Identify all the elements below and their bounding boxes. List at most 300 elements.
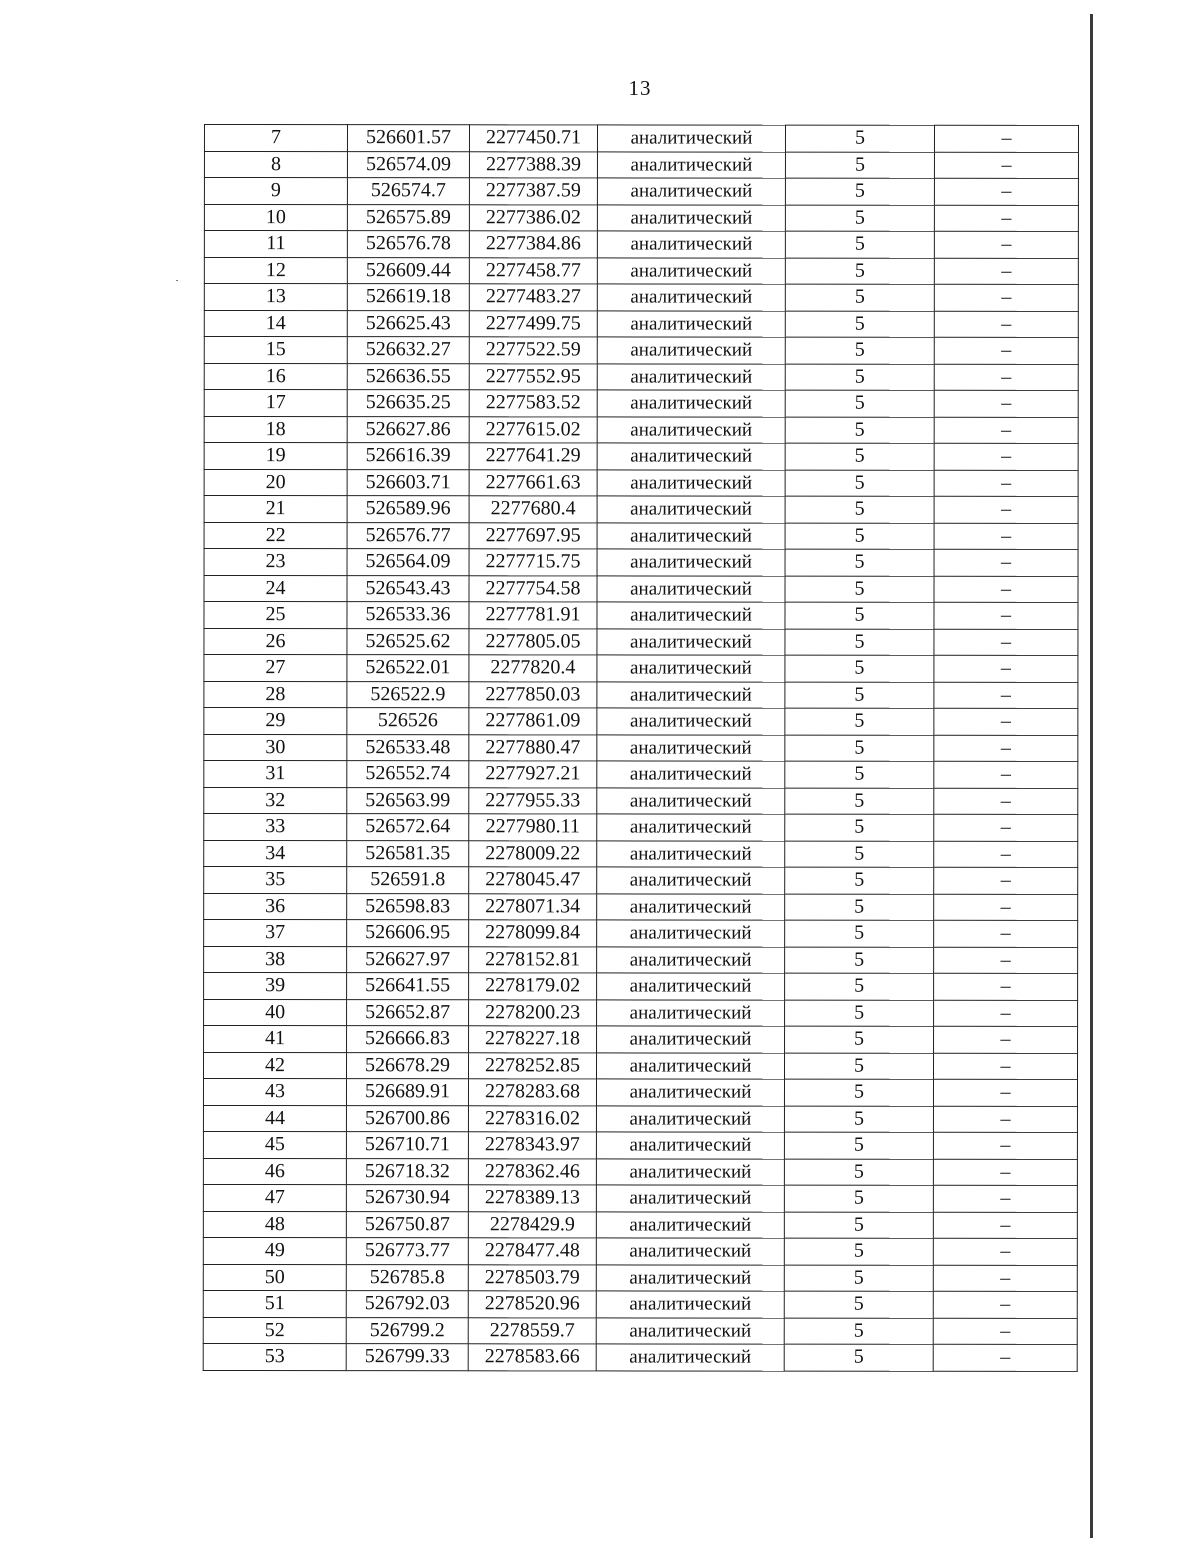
point-number-cell: 44: [203, 1105, 346, 1132]
accuracy-cell: 5: [785, 682, 934, 709]
note-cell: –: [934, 152, 1078, 179]
y-coordinate-cell: 2278099.84: [469, 920, 597, 947]
accuracy-cell: 5: [785, 1000, 934, 1027]
point-number-cell: 29: [204, 708, 347, 735]
note-cell: –: [934, 708, 1078, 735]
table-row: [204, 416, 1078, 443]
note-cell: –: [934, 920, 1078, 947]
determination-method-cell: аналитический: [596, 1079, 784, 1106]
y-coordinate-cell: 2277483.27: [469, 284, 597, 311]
accuracy-cell: 5: [785, 549, 934, 576]
x-coordinate-cell: 526574.7: [347, 178, 469, 205]
point-number-cell: 8: [204, 151, 347, 178]
table-row: [204, 363, 1078, 390]
x-coordinate-cell: 526576.78: [347, 231, 469, 258]
point-number-cell: 28: [204, 681, 347, 708]
accuracy-cell: 5: [785, 337, 934, 364]
y-coordinate-cell: 2278520.96: [468, 1291, 596, 1318]
note-cell: –: [934, 417, 1078, 444]
note-cell: –: [934, 682, 1078, 709]
y-coordinate-cell: 2277458.77: [469, 257, 597, 284]
determination-method-cell: аналитический: [597, 151, 785, 178]
x-coordinate-cell: 526522.9: [347, 681, 469, 708]
table-row: [203, 1132, 1077, 1159]
determination-method-cell: аналитический: [596, 1317, 784, 1344]
point-number-cell: 24: [204, 575, 347, 602]
determination-method-cell: аналитический: [597, 920, 785, 947]
accuracy-cell: 5: [784, 1079, 933, 1106]
x-coordinate-cell: 526773.77: [346, 1238, 468, 1265]
x-coordinate-cell: 526563.99: [347, 787, 469, 814]
accuracy-cell: 5: [785, 602, 934, 629]
accuracy-cell: 5: [785, 1026, 934, 1053]
note-cell: –: [934, 761, 1078, 788]
table-row: [203, 1158, 1077, 1185]
y-coordinate-cell: 2278389.13: [468, 1185, 596, 1212]
x-coordinate-cell: 526533.36: [347, 602, 469, 629]
note-cell: –: [934, 470, 1078, 497]
table-row: [204, 655, 1078, 682]
determination-method-cell: аналитический: [597, 125, 785, 152]
table-row: [204, 575, 1078, 602]
point-number-cell: 26: [204, 628, 347, 655]
y-coordinate-cell: 2277955.33: [469, 787, 597, 814]
y-coordinate-cell: 2278152.81: [469, 946, 597, 973]
y-coordinate-cell: 2277583.52: [469, 390, 597, 417]
point-number-cell: 38: [204, 946, 347, 973]
determination-method-cell: аналитический: [597, 973, 785, 1000]
y-coordinate-cell: 2278283.68: [468, 1079, 596, 1106]
y-coordinate-cell: 2278343.97: [468, 1132, 596, 1159]
note-cell: –: [933, 1159, 1077, 1186]
note-cell: –: [934, 443, 1078, 470]
point-number-cell: 7: [204, 125, 347, 152]
accuracy-cell: 5: [785, 788, 934, 815]
y-coordinate-cell: 2278071.34: [469, 893, 597, 920]
x-coordinate-cell: 526799.33: [346, 1344, 468, 1371]
point-number-cell: 34: [204, 840, 347, 867]
note-cell: –: [934, 629, 1078, 656]
point-number-cell: 15: [204, 337, 347, 364]
y-coordinate-cell: 2277661.63: [469, 469, 597, 496]
x-coordinate-cell: 526609.44: [347, 257, 469, 284]
determination-method-cell: аналитический: [597, 867, 785, 894]
point-number-cell: 33: [204, 814, 347, 841]
x-coordinate-cell: 526627.97: [347, 946, 469, 973]
y-coordinate-cell: 2277522.59: [469, 337, 597, 364]
accuracy-cell: 5: [785, 178, 934, 205]
note-cell: –: [934, 894, 1078, 921]
x-coordinate-cell: 526552.74: [347, 761, 469, 788]
determination-method-cell: аналитический: [597, 231, 785, 258]
x-coordinate-cell: 526785.8: [346, 1264, 468, 1291]
point-number-cell: 39: [204, 973, 347, 1000]
determination-method-cell: аналитический: [597, 284, 785, 311]
y-coordinate-cell: 2277820.4: [469, 655, 597, 682]
note-cell: –: [934, 284, 1078, 311]
x-coordinate-cell: 526526: [347, 708, 469, 735]
note-cell: –: [934, 1000, 1078, 1027]
accuracy-cell: 5: [784, 1344, 933, 1371]
point-number-cell: 48: [203, 1211, 346, 1238]
y-coordinate-cell: 2278045.47: [469, 867, 597, 894]
determination-method-cell: аналитический: [597, 496, 785, 523]
point-number-cell: 47: [203, 1185, 346, 1212]
accuracy-cell: 5: [785, 125, 934, 152]
determination-method-cell: аналитический: [597, 443, 785, 470]
x-coordinate-cell: 526574.09: [347, 151, 469, 178]
note-cell: –: [934, 496, 1078, 523]
x-coordinate-cell: 526581.35: [347, 840, 469, 867]
table-row: [204, 602, 1078, 629]
y-coordinate-cell: 2277980.11: [469, 814, 597, 841]
point-number-cell: 42: [204, 1052, 347, 1079]
x-coordinate-cell: 526750.87: [346, 1211, 468, 1238]
point-number-cell: 13: [204, 284, 347, 311]
y-coordinate-cell: 2277715.75: [469, 549, 597, 576]
table-row: [204, 390, 1078, 417]
x-coordinate-cell: 526616.39: [347, 443, 469, 470]
y-coordinate-cell: 2277386.02: [469, 204, 597, 231]
note-cell: –: [934, 947, 1078, 974]
determination-method-cell: аналитический: [596, 1344, 784, 1371]
y-coordinate-cell: 2277384.86: [469, 231, 597, 258]
x-coordinate-cell: 526533.48: [347, 734, 469, 761]
point-number-cell: 9: [204, 178, 347, 205]
table-row: [204, 443, 1078, 470]
point-number-cell: 43: [203, 1079, 346, 1106]
y-coordinate-cell: 2277861.09: [469, 708, 597, 735]
y-coordinate-cell: 2277754.58: [469, 575, 597, 602]
note-cell: –: [933, 1185, 1077, 1212]
table-row: [203, 1079, 1077, 1106]
point-number-cell: 16: [204, 363, 347, 390]
x-coordinate-cell: 526652.87: [347, 999, 469, 1026]
determination-method-cell: аналитический: [596, 1211, 784, 1238]
y-coordinate-cell: 2277615.02: [469, 416, 597, 443]
accuracy-cell: 5: [785, 523, 934, 550]
note-cell: –: [934, 602, 1078, 629]
y-coordinate-cell: 2278200.23: [469, 999, 597, 1026]
table-row: [204, 787, 1078, 814]
accuracy-cell: 5: [785, 1053, 934, 1080]
point-number-cell: 22: [204, 522, 347, 549]
accuracy-cell: 5: [785, 205, 934, 232]
note-cell: –: [934, 1026, 1078, 1053]
table-row: [204, 337, 1078, 364]
accuracy-cell: 5: [785, 390, 934, 417]
table-row: [204, 469, 1078, 496]
accuracy-cell: 5: [785, 761, 934, 788]
determination-method-cell: аналитический: [597, 893, 785, 920]
y-coordinate-cell: 2278316.02: [468, 1105, 596, 1132]
point-number-cell: 35: [204, 867, 347, 894]
table-row: [204, 496, 1078, 523]
table-row: [204, 761, 1078, 788]
point-number-cell: 30: [204, 734, 347, 761]
coordinates-table-body: [203, 125, 1078, 1371]
x-coordinate-cell: 526636.55: [347, 363, 469, 390]
y-coordinate-cell: 2277850.03: [469, 681, 597, 708]
table-row: [204, 151, 1078, 178]
determination-method-cell: аналитический: [596, 1105, 784, 1132]
note-cell: –: [934, 231, 1078, 258]
y-coordinate-cell: 2278227.18: [469, 1026, 597, 1053]
point-number-cell: 19: [204, 443, 347, 470]
table-row: [204, 231, 1078, 258]
table-row: [204, 549, 1078, 576]
y-coordinate-cell: 2278009.22: [469, 840, 597, 867]
note-cell: –: [934, 258, 1078, 285]
y-coordinate-cell: 2277697.95: [469, 522, 597, 549]
note-cell: –: [934, 735, 1078, 762]
accuracy-cell: 5: [785, 735, 934, 762]
determination-method-cell: аналитический: [597, 1052, 785, 1079]
determination-method-cell: аналитический: [597, 416, 785, 443]
table-row: [204, 681, 1078, 708]
coordinates-table: [203, 124, 1079, 1371]
note-cell: –: [934, 523, 1078, 550]
determination-method-cell: аналитический: [597, 469, 785, 496]
note-cell: –: [934, 311, 1078, 338]
point-number-cell: 37: [204, 920, 347, 947]
accuracy-cell: 5: [785, 284, 934, 311]
x-coordinate-cell: 526718.32: [346, 1158, 468, 1185]
table-row: [204, 257, 1078, 284]
x-coordinate-cell: 526700.86: [346, 1105, 468, 1132]
table-row: [203, 1237, 1077, 1264]
x-coordinate-cell: 526678.29: [347, 1052, 469, 1079]
x-coordinate-cell: 526710.71: [346, 1132, 468, 1159]
page-number: 13: [628, 76, 652, 100]
note-cell: –: [933, 1132, 1077, 1159]
y-coordinate-cell: 2277880.47: [469, 734, 597, 761]
determination-method-cell: аналитический: [597, 178, 785, 205]
accuracy-cell: 5: [785, 629, 934, 656]
determination-method-cell: аналитический: [597, 310, 785, 337]
x-coordinate-cell: 526666.83: [347, 1026, 469, 1053]
y-coordinate-cell: 2278503.79: [468, 1264, 596, 1291]
determination-method-cell: аналитический: [597, 734, 785, 761]
determination-method-cell: аналитический: [597, 946, 785, 973]
table-row: [203, 1211, 1077, 1238]
determination-method-cell: аналитический: [596, 1238, 784, 1265]
accuracy-cell: 5: [784, 1212, 933, 1239]
note-cell: –: [933, 1344, 1077, 1371]
accuracy-cell: 5: [785, 470, 934, 497]
accuracy-cell: 5: [785, 443, 934, 470]
table-row: [203, 1343, 1077, 1370]
point-number-cell: 20: [204, 469, 347, 496]
table-row: [204, 284, 1078, 311]
accuracy-cell: 5: [784, 1106, 933, 1133]
accuracy-cell: 5: [785, 894, 934, 921]
x-coordinate-cell: 526575.89: [347, 204, 469, 231]
y-coordinate-cell: 2277450.71: [469, 125, 597, 152]
note-cell: –: [934, 973, 1078, 1000]
point-number-cell: 25: [204, 602, 347, 629]
determination-method-cell: аналитический: [597, 363, 785, 390]
y-coordinate-cell: 2278583.66: [468, 1344, 596, 1371]
accuracy-cell: 5: [785, 576, 934, 603]
table-row: [203, 1105, 1077, 1132]
y-coordinate-cell: 2277388.39: [469, 151, 597, 178]
table-row: [204, 946, 1078, 973]
accuracy-cell: 5: [784, 1185, 933, 1212]
note-cell: –: [934, 337, 1078, 364]
determination-method-cell: аналитический: [597, 602, 785, 629]
point-number-cell: 52: [203, 1317, 346, 1344]
accuracy-cell: 5: [785, 417, 934, 444]
determination-method-cell: аналитический: [596, 1158, 784, 1185]
note-cell: –: [934, 205, 1078, 232]
y-coordinate-cell: 2277552.95: [469, 363, 597, 390]
page-edge-line: [1090, 14, 1093, 1538]
point-number-cell: 23: [204, 549, 347, 576]
x-coordinate-cell: 526606.95: [347, 920, 469, 947]
note-cell: –: [934, 364, 1078, 391]
x-coordinate-cell: 526799.2: [346, 1317, 468, 1344]
point-number-cell: 50: [203, 1264, 346, 1291]
x-coordinate-cell: 526543.43: [347, 575, 469, 602]
x-coordinate-cell: 526576.77: [347, 522, 469, 549]
x-coordinate-cell: 526525.62: [347, 628, 469, 655]
accuracy-cell: 5: [785, 814, 934, 841]
note-cell: –: [934, 867, 1078, 894]
x-coordinate-cell: 526730.94: [346, 1185, 468, 1212]
table-row: [204, 708, 1078, 735]
determination-method-cell: аналитический: [596, 1185, 784, 1212]
y-coordinate-cell: 2278559.7: [468, 1317, 596, 1344]
x-coordinate-cell: 526625.43: [347, 310, 469, 337]
y-coordinate-cell: 2277499.75: [469, 310, 597, 337]
y-coordinate-cell: 2278429.9: [468, 1211, 596, 1238]
determination-method-cell: аналитический: [597, 575, 785, 602]
point-number-cell: 31: [204, 761, 347, 788]
note-cell: –: [933, 1106, 1077, 1133]
y-coordinate-cell: 2277680.4: [469, 496, 597, 523]
point-number-cell: 32: [204, 787, 347, 814]
determination-method-cell: аналитический: [597, 1026, 785, 1053]
determination-method-cell: аналитический: [597, 999, 785, 1026]
determination-method-cell: аналитический: [597, 390, 785, 417]
x-coordinate-cell: 526635.25: [347, 390, 469, 417]
note-cell: –: [933, 1079, 1077, 1106]
determination-method-cell: аналитический: [597, 655, 785, 682]
table-row: [204, 178, 1078, 205]
y-coordinate-cell: 2278477.48: [468, 1238, 596, 1265]
note-cell: –: [934, 788, 1078, 815]
x-coordinate-cell: 526619.18: [347, 284, 469, 311]
note-cell: –: [933, 1212, 1077, 1239]
accuracy-cell: 5: [785, 311, 934, 338]
accuracy-cell: 5: [785, 364, 934, 391]
table-row: [204, 893, 1078, 920]
y-coordinate-cell: 2278252.85: [469, 1052, 597, 1079]
table-row: [204, 628, 1078, 655]
point-number-cell: 40: [204, 999, 347, 1026]
accuracy-cell: 5: [785, 258, 934, 285]
determination-method-cell: аналитический: [597, 761, 785, 788]
table-row: [204, 999, 1078, 1026]
table-row: [203, 1264, 1077, 1291]
point-number-cell: 49: [203, 1237, 346, 1264]
note-cell: –: [934, 178, 1078, 205]
point-number-cell: 27: [204, 655, 347, 682]
accuracy-cell: 5: [785, 708, 934, 735]
note-cell: –: [933, 1318, 1077, 1345]
table-row: [204, 1026, 1078, 1053]
y-coordinate-cell: 2277641.29: [469, 443, 597, 470]
determination-method-cell: аналитический: [597, 814, 785, 841]
accuracy-cell: 5: [785, 231, 934, 258]
point-number-cell: 14: [204, 310, 347, 337]
note-cell: –: [934, 549, 1078, 576]
accuracy-cell: 5: [785, 947, 934, 974]
accuracy-cell: 5: [784, 1132, 933, 1159]
table-row: [203, 1317, 1077, 1344]
accuracy-cell: 5: [785, 496, 934, 523]
point-number-cell: 10: [204, 204, 347, 231]
table-row: [204, 840, 1078, 867]
y-coordinate-cell: 2277781.91: [469, 602, 597, 629]
table-row: [203, 1290, 1077, 1317]
table-row: [204, 1052, 1078, 1079]
table-row: [203, 1185, 1077, 1212]
determination-method-cell: аналитический: [597, 204, 785, 231]
x-coordinate-cell: 526792.03: [346, 1291, 468, 1318]
note-cell: –: [933, 1291, 1077, 1318]
accuracy-cell: 5: [784, 1318, 933, 1345]
accuracy-cell: 5: [784, 1291, 933, 1318]
table-row: [204, 204, 1078, 231]
determination-method-cell: аналитический: [596, 1132, 784, 1159]
note-cell: –: [934, 576, 1078, 603]
point-number-cell: 17: [204, 390, 347, 417]
determination-method-cell: аналитический: [597, 681, 785, 708]
determination-method-cell: аналитический: [597, 708, 785, 735]
table-row: [204, 920, 1078, 947]
x-coordinate-cell: 526632.27: [347, 337, 469, 364]
determination-method-cell: аналитический: [596, 1291, 784, 1318]
point-number-cell: 46: [203, 1158, 346, 1185]
determination-method-cell: аналитический: [597, 628, 785, 655]
point-number-cell: 11: [204, 231, 347, 258]
scan-speck: [176, 280, 178, 281]
determination-method-cell: аналитический: [597, 257, 785, 284]
accuracy-cell: 5: [784, 1159, 933, 1186]
y-coordinate-cell: 2277805.05: [469, 628, 597, 655]
y-coordinate-cell: 2277387.59: [469, 178, 597, 205]
accuracy-cell: 5: [785, 867, 934, 894]
note-cell: –: [934, 1053, 1078, 1080]
x-coordinate-cell: 526689.91: [346, 1079, 468, 1106]
table-row: [204, 734, 1078, 761]
table-row: [204, 125, 1078, 152]
note-cell: –: [934, 841, 1078, 868]
point-number-cell: 41: [204, 1026, 347, 1053]
accuracy-cell: 5: [785, 655, 934, 682]
x-coordinate-cell: 526641.55: [347, 973, 469, 1000]
note-cell: –: [934, 814, 1078, 841]
accuracy-cell: 5: [785, 973, 934, 1000]
point-number-cell: 21: [204, 496, 347, 523]
table-row: [204, 310, 1078, 337]
x-coordinate-cell: 526627.86: [347, 416, 469, 443]
x-coordinate-cell: 526603.71: [347, 469, 469, 496]
note-cell: –: [934, 390, 1078, 417]
accuracy-cell: 5: [785, 841, 934, 868]
